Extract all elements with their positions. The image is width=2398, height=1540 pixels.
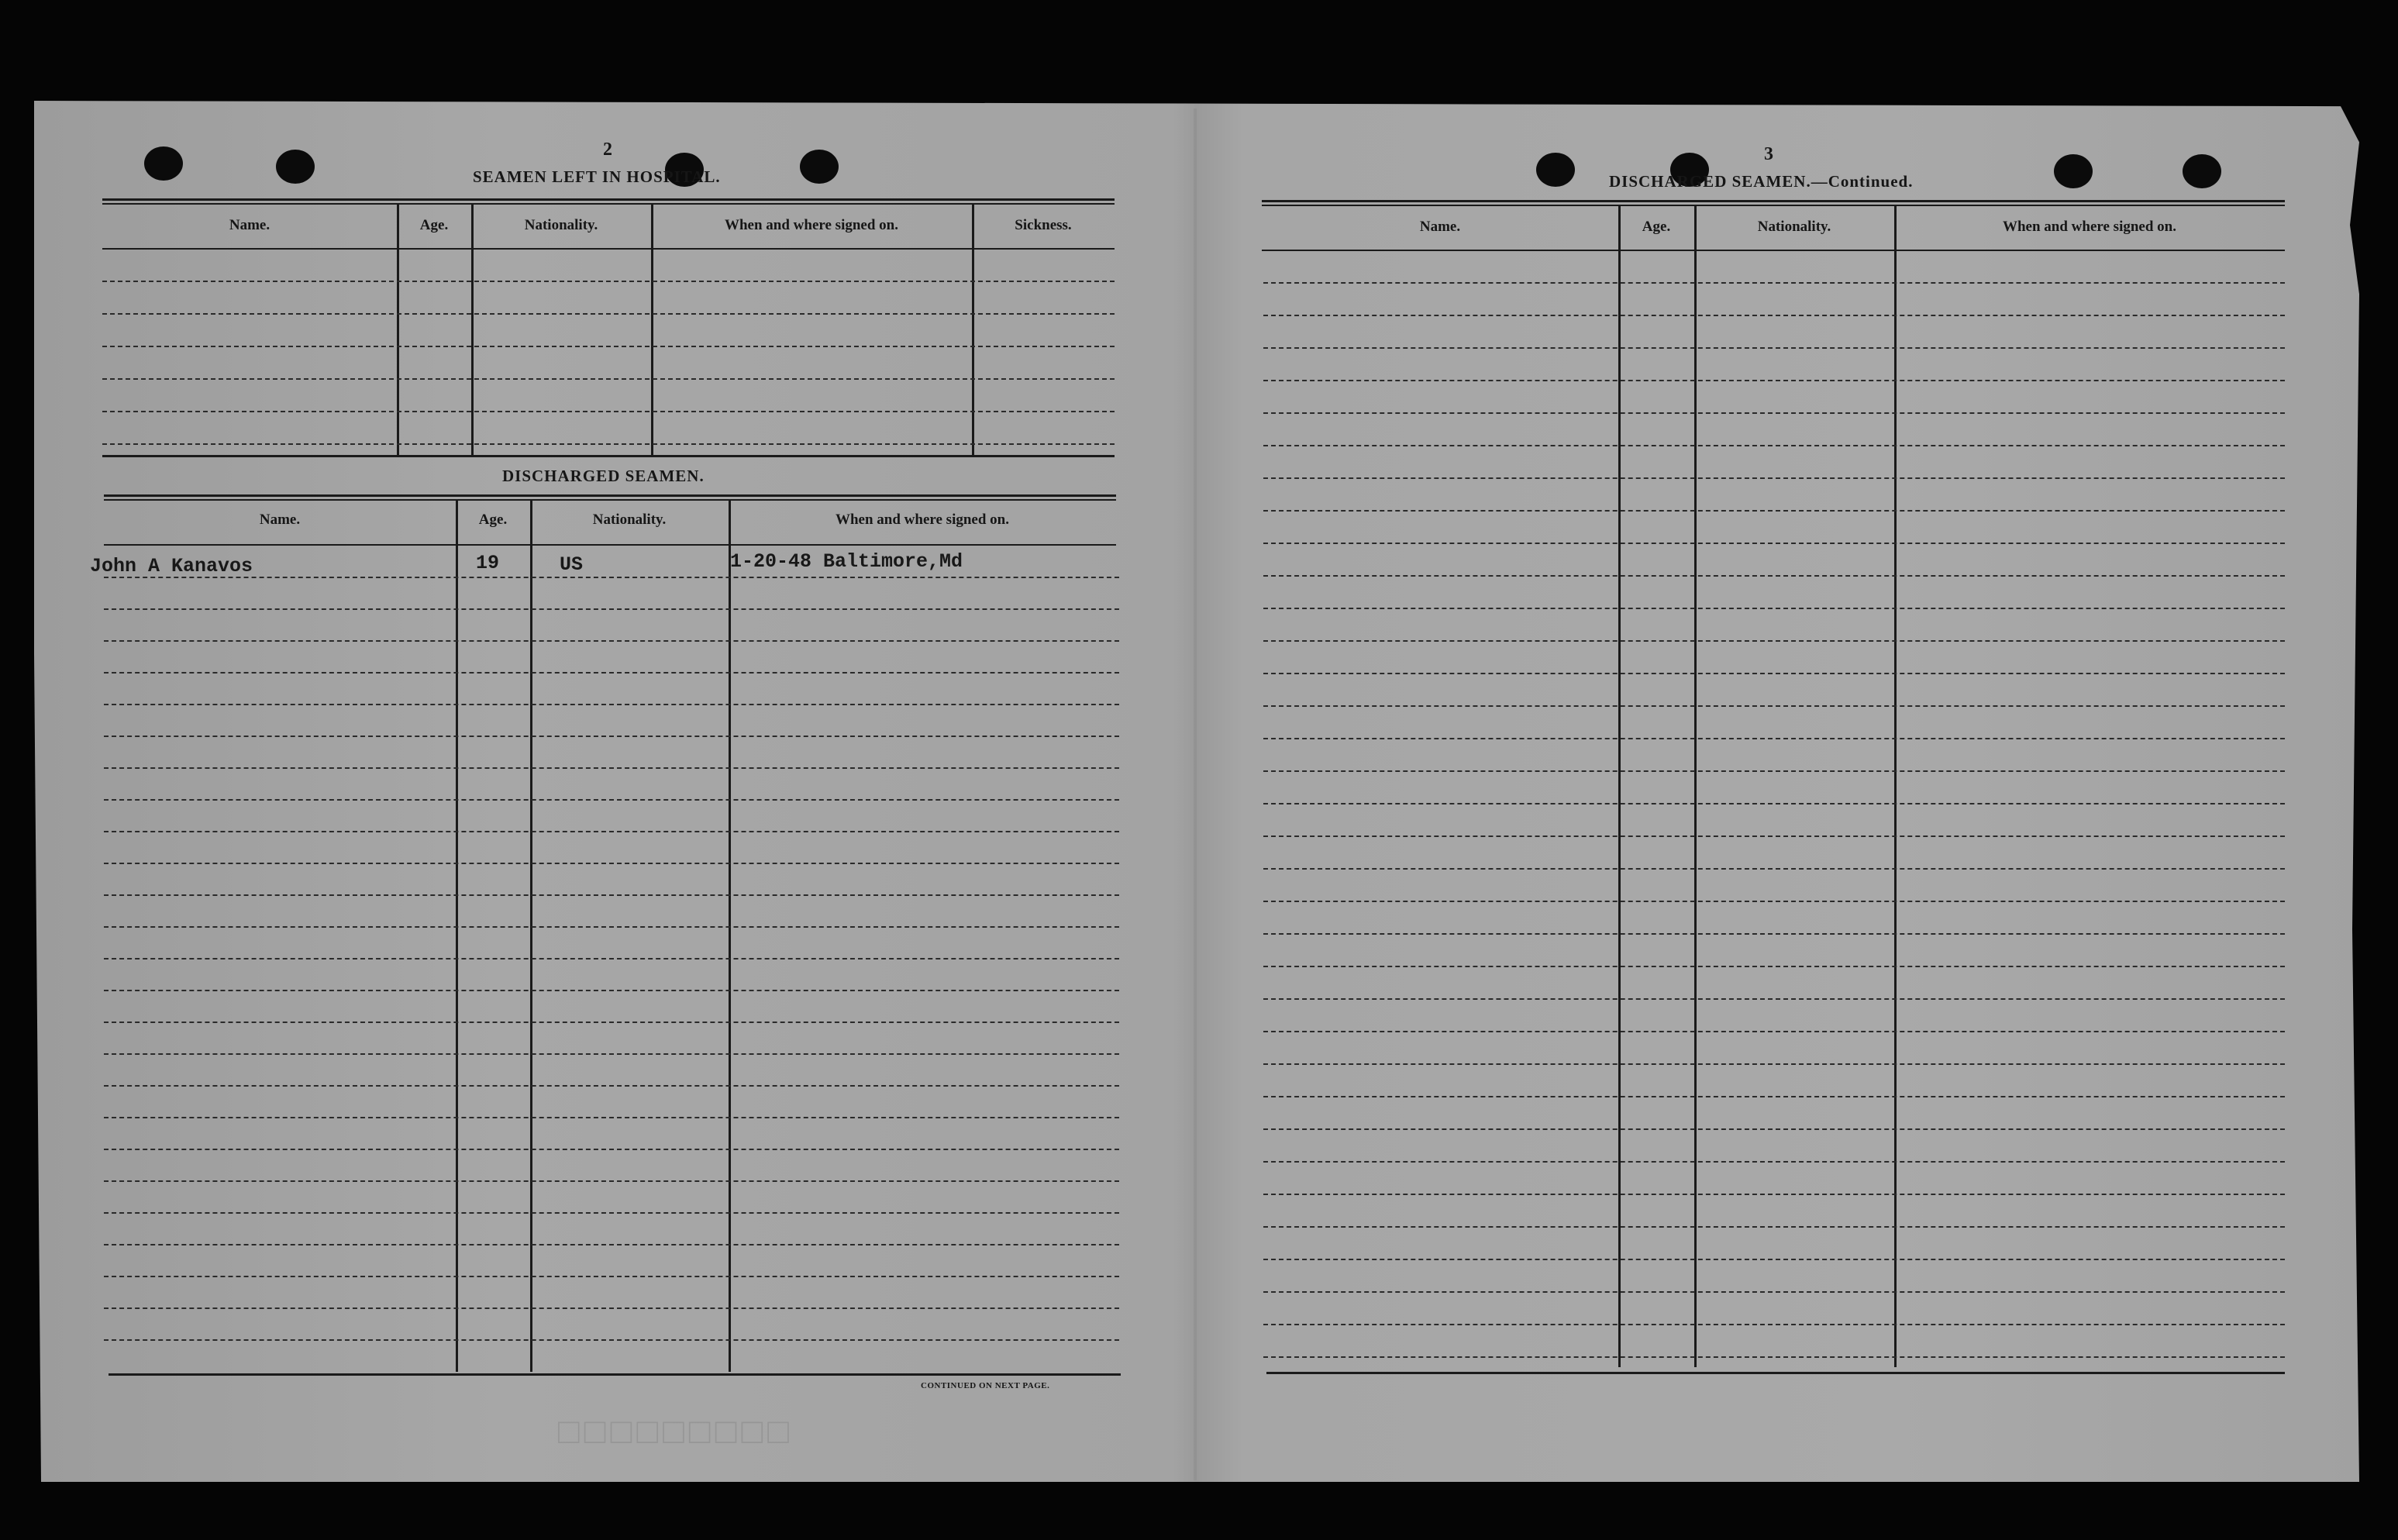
table-top-rule xyxy=(1262,200,2285,202)
column-header-name: Name. xyxy=(229,217,270,233)
column-header-nationality: Nationality. xyxy=(1757,219,1831,235)
entry-line xyxy=(1263,1031,2285,1032)
column-header-name: Name. xyxy=(1419,219,1461,235)
column-header-signed-on: When and where signed on. xyxy=(724,217,898,233)
continued-note: CONTINUED ON NEXT PAGE. xyxy=(921,1381,1050,1390)
entry-line xyxy=(1263,347,2285,349)
discharged-section-heading: DISCHARGED SEAMEN. xyxy=(502,467,705,485)
entry-line xyxy=(104,1276,1119,1277)
table-bottom-rule xyxy=(109,1373,1121,1376)
seaman-nationality: US xyxy=(560,553,584,576)
entry-line xyxy=(1263,1096,2285,1097)
entry-line xyxy=(1263,966,2285,967)
punch-hole xyxy=(2183,154,2221,188)
punch-hole xyxy=(276,150,315,184)
entry-line xyxy=(1263,445,2285,446)
entry-line xyxy=(104,1117,1119,1118)
entry-line xyxy=(104,704,1119,705)
entry-line xyxy=(1263,1128,2285,1130)
column-header-name: Name. xyxy=(259,512,301,528)
seaman-age: 19 xyxy=(476,552,500,574)
entry-line xyxy=(104,1053,1119,1055)
entry-line xyxy=(104,958,1119,959)
entry-line xyxy=(1263,1259,2285,1260)
entry-line xyxy=(1263,412,2285,414)
entry-line xyxy=(1263,1356,2285,1358)
column-header-age: Age. xyxy=(478,512,508,528)
page-number: 2 xyxy=(603,140,612,160)
column-header-signed-on: When and where signed on. xyxy=(835,512,1009,528)
column-divider xyxy=(972,203,974,455)
column-divider xyxy=(1618,205,1621,1367)
entry-line xyxy=(1263,673,2285,674)
table-top-rule xyxy=(102,203,1115,205)
entry-line xyxy=(1263,510,2285,512)
column-divider xyxy=(651,203,653,455)
column-divider xyxy=(456,499,458,1372)
entry-line xyxy=(1263,901,2285,902)
entry-line xyxy=(1263,1291,2285,1293)
entry-line xyxy=(1263,835,2285,837)
entry-line xyxy=(1263,282,2285,284)
entry-line xyxy=(1263,998,2285,1000)
entry-line xyxy=(104,990,1119,991)
table-bottom-rule xyxy=(1266,1372,2285,1374)
header-rule xyxy=(1262,250,2285,251)
entry-line xyxy=(1263,705,2285,707)
entry-line xyxy=(104,1212,1119,1214)
table-top-rule xyxy=(102,198,1115,201)
entry-line xyxy=(104,1180,1119,1182)
column-header-age: Age. xyxy=(419,217,449,233)
entry-line xyxy=(1263,380,2285,381)
header-rule xyxy=(102,248,1115,250)
column-header-signed-on: When and where signed on. xyxy=(2002,219,2176,235)
entry-line xyxy=(104,577,1119,578)
entry-line xyxy=(104,799,1119,801)
entry-line xyxy=(1263,1194,2285,1195)
table-top-rule xyxy=(1262,205,2285,206)
entry-line xyxy=(1263,738,2285,739)
punch-hole xyxy=(800,150,839,184)
entry-line xyxy=(1263,933,2285,935)
bleed-through-mark: □□□□□□□□□ xyxy=(558,1411,794,1451)
table-bottom-rule xyxy=(102,455,1115,457)
entry-line xyxy=(1263,1063,2285,1065)
column-header-nationality: Nationality. xyxy=(524,217,598,233)
seaman-name: John A Kanavos xyxy=(90,555,253,577)
column-divider xyxy=(1694,205,1697,1367)
entry-line xyxy=(1263,608,2285,609)
page-number: 3 xyxy=(1764,144,1773,164)
punch-hole xyxy=(144,146,183,181)
entry-line xyxy=(1263,575,2285,577)
table-top-rule xyxy=(104,499,1116,501)
entry-line xyxy=(104,1339,1119,1341)
entry-line xyxy=(102,443,1115,445)
column-header-age: Age. xyxy=(1642,219,1671,235)
entry-line xyxy=(1263,868,2285,870)
entry-line xyxy=(104,863,1119,864)
entry-line xyxy=(104,1307,1119,1309)
column-header-nationality: Nationality. xyxy=(592,512,667,528)
entry-line xyxy=(1263,640,2285,642)
entry-line xyxy=(1263,1226,2285,1228)
entry-line xyxy=(1263,803,2285,804)
entry-line xyxy=(104,640,1119,642)
entry-line xyxy=(104,672,1119,674)
right-page-heading: DISCHARGED SEAMEN.—Continued. xyxy=(1609,172,1914,191)
punch-hole xyxy=(2054,154,2093,188)
entry-line xyxy=(102,313,1115,315)
entry-line xyxy=(1263,770,2285,772)
column-divider xyxy=(471,203,474,455)
column-header-sickness: Sickness. xyxy=(1015,217,1072,233)
entry-line xyxy=(1263,315,2285,316)
column-divider xyxy=(1894,205,1897,1367)
header-rule xyxy=(104,544,1116,546)
entry-line xyxy=(1263,477,2285,479)
entry-line xyxy=(1263,543,2285,544)
entry-line xyxy=(104,1085,1119,1087)
entry-line xyxy=(104,1021,1119,1023)
seaman-signed-on: 1-20-48 Baltimore,Md xyxy=(730,550,963,573)
document-sheet xyxy=(34,101,2359,1482)
column-divider xyxy=(530,499,532,1372)
entry-line xyxy=(104,608,1119,610)
entry-line xyxy=(104,736,1119,737)
entry-line xyxy=(102,411,1115,412)
entry-line xyxy=(102,346,1115,347)
entry-line xyxy=(102,281,1115,282)
entry-line xyxy=(102,378,1115,380)
punch-hole xyxy=(1536,153,1575,187)
entry-line xyxy=(104,1149,1119,1150)
column-divider xyxy=(397,203,399,455)
entry-line xyxy=(104,831,1119,832)
entry-line xyxy=(104,767,1119,769)
hospital-section-heading: SEAMEN LEFT IN HOSPITAL. xyxy=(473,167,721,186)
entry-line xyxy=(104,1244,1119,1245)
table-top-rule xyxy=(104,494,1116,497)
entry-line xyxy=(1263,1161,2285,1163)
entry-line xyxy=(1263,1324,2285,1325)
entry-line xyxy=(104,926,1119,928)
entry-line xyxy=(104,894,1119,896)
page-fold xyxy=(1194,109,1197,1480)
column-divider xyxy=(729,499,731,1372)
